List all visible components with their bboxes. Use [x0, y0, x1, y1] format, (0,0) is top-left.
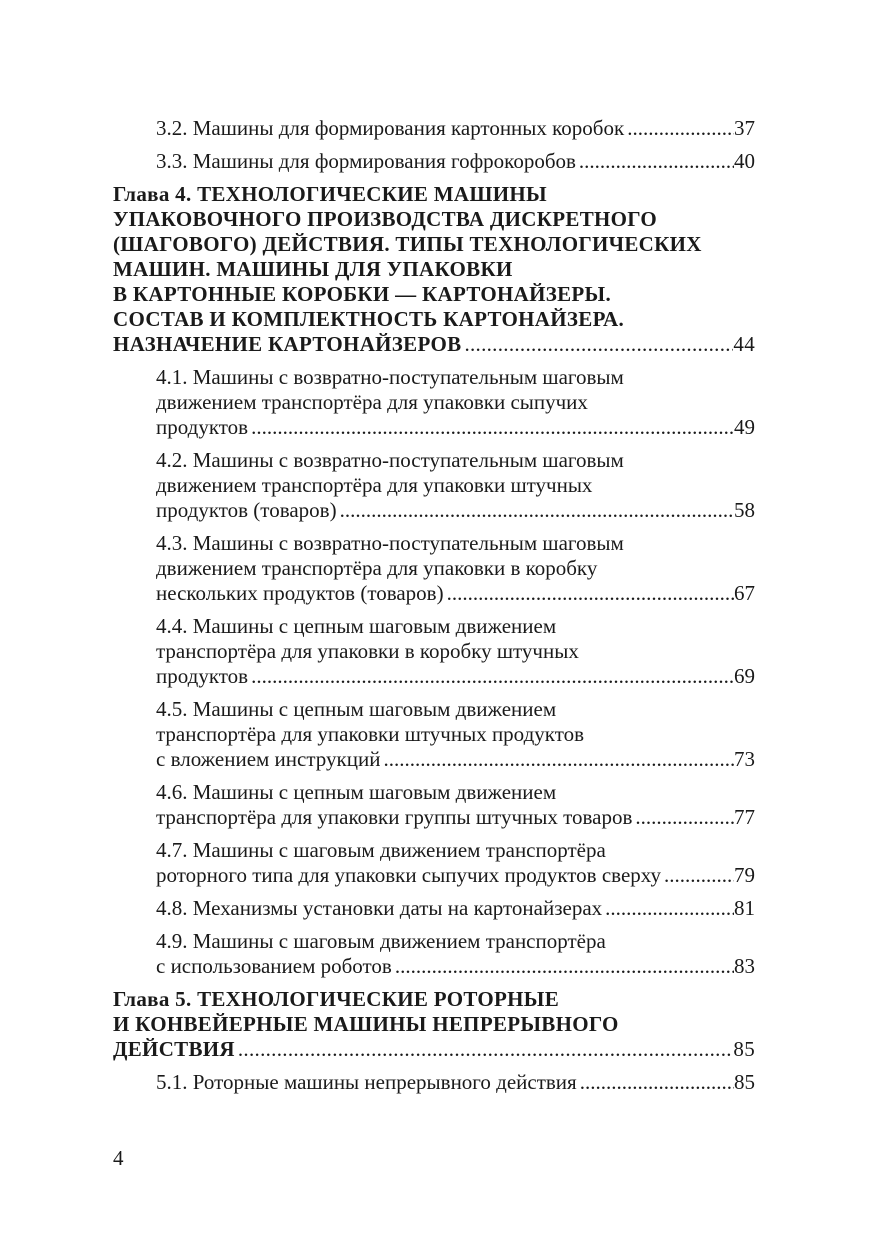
toc-entry-last-line: [156, 116, 755, 141]
toc-entry-last-line: [156, 498, 755, 523]
toc-page-ref: 40: [734, 149, 755, 173]
toc-page-ref: 44: [733, 332, 755, 356]
toc-entry-line: 4.5. Машины с цепным шаговым движением: [156, 697, 557, 721]
toc-page-ref: 73: [734, 747, 755, 771]
toc-entry-line: с использованием роботов: [156, 954, 392, 978]
toc-entry-last-line: [113, 1037, 755, 1062]
toc-section-entry[interactable]: [113, 838, 755, 888]
toc-entry-line: транспортёра для упаковки группы штучных товаров: [156, 805, 633, 829]
toc-entry-line: И КОНВЕЙЕРНЫЕ МАШИНЫ НЕПРЕРЫВНОГО: [113, 1012, 619, 1036]
toc-entry-line: роторного типа для упаковки сыпучих продуктов сверху: [156, 863, 661, 887]
dot-leader: [602, 896, 734, 921]
toc-page-ref: 81: [734, 896, 755, 920]
toc-section-entry[interactable]: [113, 149, 755, 174]
toc-entry-last-line: [156, 896, 755, 921]
toc-entry-line: движением транспортёра для упаковки в коробку: [156, 556, 598, 580]
dot-leader: [624, 116, 734, 141]
toc-entry-line: транспортёра для упаковки штучных продуктов: [156, 722, 585, 746]
toc-entry-line: (ШАГОВОГО) ДЕЙСТВИЯ. ТИПЫ ТЕХНОЛОГИЧЕСКИХ: [113, 232, 702, 256]
toc-entry-line: НАЗНАЧЕНИЕ КАРТОНАЙЗЕРОВ: [113, 332, 462, 356]
toc-section-entry[interactable]: [113, 531, 755, 606]
dot-leader: [661, 863, 734, 888]
toc-page-ref: 58: [734, 498, 755, 522]
dot-leader: [248, 664, 734, 689]
dot-leader: [248, 415, 734, 440]
toc-page-ref: 77: [734, 805, 755, 829]
toc-chapter-entry[interactable]: [113, 987, 755, 1062]
dot-leader: [577, 1070, 734, 1095]
dot-leader: [235, 1037, 734, 1062]
dot-leader: [337, 498, 734, 523]
toc-page-ref: 85: [733, 1037, 755, 1061]
dot-leader: [392, 954, 734, 979]
toc-section-entry[interactable]: [113, 448, 755, 523]
toc-section-entry[interactable]: [113, 929, 755, 979]
toc-section-entry[interactable]: [113, 614, 755, 689]
table-of-contents: [113, 116, 755, 1103]
toc-page-ref: 69: [734, 664, 755, 688]
toc-entry-last-line: [156, 149, 755, 174]
toc-entry-line: 4.4. Машины с цепным шаговым движением: [156, 614, 557, 638]
toc-entry-line: с вложением инструкций: [156, 747, 381, 771]
toc-entry-last-line: [156, 1070, 755, 1095]
toc-entry-line: В КАРТОННЫЕ КОРОБКИ — КАРТОНАЙЗЕРЫ.: [113, 282, 612, 306]
toc-entry-line: 4.9. Машины с шаговым движением транспортёра: [156, 929, 606, 953]
toc-entry-line: 4.2. Машины с возвратно-поступательным шаговым: [156, 448, 624, 472]
toc-entry-line: 4.3. Машины с возвратно-поступательным шаговым: [156, 531, 624, 555]
toc-section-entry[interactable]: [113, 116, 755, 141]
dot-leader: [444, 581, 734, 606]
toc-entry-line: ДЕЙСТВИЯ: [113, 1037, 235, 1061]
toc-entry-line: СОСТАВ И КОМПЛЕКТНОСТЬ КАРТОНАЙЗЕРА.: [113, 307, 625, 331]
toc-section-entry[interactable]: [113, 1070, 755, 1095]
dot-leader: [632, 805, 734, 830]
toc-entry-line: 4.6. Машины с цепным шаговым движением: [156, 780, 557, 804]
toc-entry-line: продуктов (товаров): [156, 498, 337, 522]
toc-entry-line: движением транспортёра для упаковки штучных: [156, 473, 593, 497]
toc-entry-line: УПАКОВОЧНОГО ПРОИЗВОДСТВА ДИСКРЕТНОГО: [113, 207, 658, 231]
toc-entry-last-line: [156, 747, 755, 772]
toc-page-ref: 49: [734, 415, 755, 439]
toc-entry-line: продуктов: [156, 664, 249, 688]
toc-entry-line: продуктов: [156, 415, 249, 439]
dot-leader: [380, 747, 734, 772]
toc-entry-last-line: [113, 332, 755, 357]
toc-entry-line: 4.8. Механизмы установки даты на картонайзерах: [156, 896, 603, 920]
toc-page-ref: 67: [734, 581, 755, 605]
toc-entry-line: 5.1. Роторные машины непрерывного действия: [156, 1070, 577, 1094]
toc-page-ref: 37: [734, 116, 755, 140]
toc-entry-line: 3.3. Машины для формирования гофрокоробов: [156, 149, 576, 173]
toc-entry-last-line: [156, 954, 755, 979]
toc-entry-line: движением транспортёра для упаковки сыпучих: [156, 390, 588, 414]
toc-section-entry[interactable]: [113, 697, 755, 772]
dot-leader: [461, 332, 733, 357]
toc-entry-line: МАШИН. МАШИНЫ ДЛЯ УПАКОВКИ: [113, 257, 513, 281]
toc-section-entry[interactable]: [113, 896, 755, 921]
toc-section-entry[interactable]: [113, 780, 755, 830]
toc-entry-last-line: [156, 415, 755, 440]
toc-entry-last-line: [156, 805, 755, 830]
toc-page-ref: 85: [734, 1070, 755, 1094]
toc-section-entry[interactable]: [113, 365, 755, 440]
toc-page-ref: 79: [734, 863, 755, 887]
toc-entry-line: Глава 4. ТЕХНОЛОГИЧЕСКИЕ МАШИНЫ: [113, 182, 547, 206]
dot-leader: [576, 149, 734, 174]
toc-entry-line: 4.1. Машины с возвратно-поступательным шаговым: [156, 365, 624, 389]
toc-entry-line: 4.7. Машины с шаговым движением транспортёра: [156, 838, 606, 862]
toc-entry-last-line: [156, 863, 755, 888]
toc-entry-line: транспортёра для упаковки в коробку штучных: [156, 639, 579, 663]
toc-chapter-entry[interactable]: [113, 182, 755, 357]
toc-entry-last-line: [156, 581, 755, 606]
toc-entry-line: 3.2. Машины для формирования картонных коробок: [156, 116, 625, 140]
toc-entry-line: нескольких продуктов (товаров): [156, 581, 444, 605]
toc-entry-last-line: [156, 664, 755, 689]
toc-page-ref: 83: [734, 954, 755, 978]
toc-entry-line: Глава 5. ТЕХНОЛОГИЧЕСКИЕ РОТОРНЫЕ: [113, 987, 560, 1011]
page-number: 4: [113, 1146, 124, 1170]
